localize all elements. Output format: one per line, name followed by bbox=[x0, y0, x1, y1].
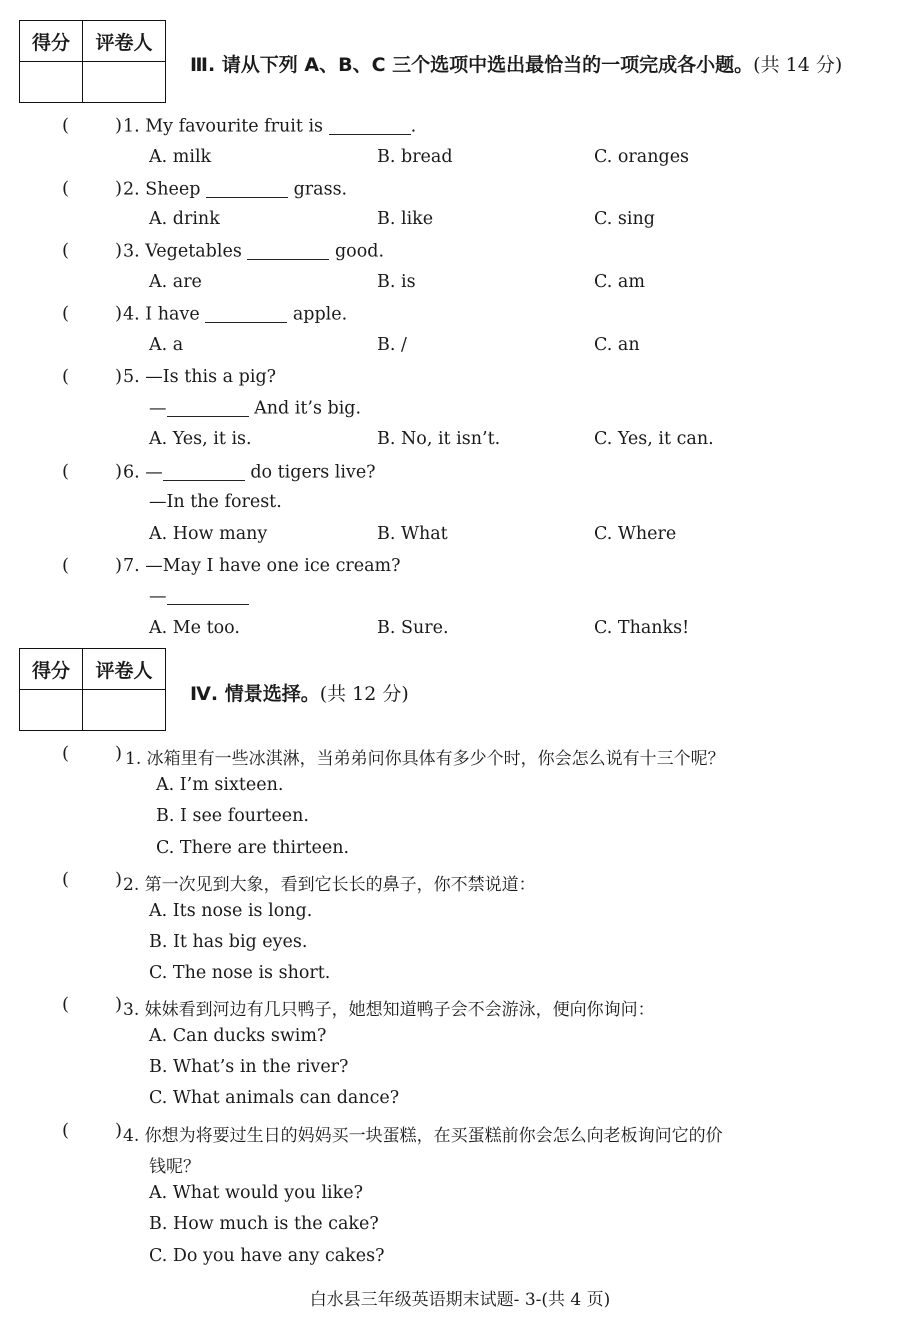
score-field[interactable] bbox=[20, 62, 83, 103]
option-a: A. I’m sixteen. bbox=[156, 775, 284, 795]
answer-blank[interactable] bbox=[205, 304, 287, 323]
grader-field[interactable] bbox=[83, 62, 166, 103]
answer-paren-close: ) bbox=[115, 869, 123, 890]
option-b: B. / bbox=[377, 335, 407, 355]
option-c: C. There are thirteen. bbox=[156, 838, 350, 858]
question-reply-line: — And it’s big. bbox=[149, 398, 362, 419]
option-a: A. a bbox=[149, 335, 184, 355]
answer-paren-open: ( bbox=[62, 366, 70, 387]
answer-blank[interactable] bbox=[329, 116, 411, 135]
option-a: A. Yes, it is. bbox=[149, 429, 252, 449]
grader-label: 评卷人 bbox=[83, 21, 166, 62]
question-stem: 4. 你想为将要过生日的妈妈买一块蛋糕，在买蛋糕前你会怎么向老板询问它的价 bbox=[123, 1126, 723, 1146]
option-c: C. Do you have any cakes? bbox=[149, 1246, 385, 1266]
option-a: A. Me too. bbox=[149, 618, 240, 638]
option-a: A. milk bbox=[149, 147, 212, 167]
section3-points: (共 14 分) bbox=[753, 54, 843, 76]
answer-paren-close: ) bbox=[115, 555, 123, 576]
option-a: A. How many bbox=[149, 524, 268, 544]
score-box-section4 bbox=[19, 648, 166, 731]
option-b: B. No, it isn’t. bbox=[377, 429, 501, 449]
option-b: B. like bbox=[377, 209, 434, 229]
option-a: A. Can ducks swim? bbox=[149, 1026, 327, 1046]
answer-paren-open: ( bbox=[62, 555, 70, 576]
question-stem: 1. 冰箱里有一些冰淇淋，当弟弟问你具体有多少个时，你会怎么说有十三个呢？ bbox=[125, 749, 725, 769]
answer-blank[interactable] bbox=[167, 586, 249, 605]
answer-blank[interactable] bbox=[167, 398, 249, 417]
option-a: A. drink bbox=[149, 209, 220, 229]
option-c: C. oranges bbox=[594, 147, 690, 167]
grader-field[interactable] bbox=[83, 690, 166, 731]
option-b: B. is bbox=[377, 272, 416, 292]
option-a: A. Its nose is long. bbox=[149, 901, 313, 921]
option-b: B. I see fourteen. bbox=[156, 806, 309, 826]
section3-title bbox=[190, 50, 842, 77]
answer-paren-close: ) bbox=[115, 303, 123, 324]
question-stem: 6. — do tigers live? bbox=[123, 462, 376, 483]
answer-blank[interactable] bbox=[206, 179, 288, 198]
question-stem: 2. 第一次见到大象，看到它长长的鼻子，你不禁说道： bbox=[123, 875, 536, 895]
answer-paren-close: ) bbox=[115, 366, 123, 387]
option-b: B. bread bbox=[377, 147, 453, 167]
option-c: C. an bbox=[594, 335, 640, 355]
answer-paren-close: ) bbox=[115, 115, 123, 136]
score-field[interactable] bbox=[20, 690, 83, 731]
option-a: A. are bbox=[149, 272, 202, 292]
option-b: B. How much is the cake? bbox=[149, 1214, 379, 1234]
answer-paren-close: ) bbox=[115, 743, 123, 764]
option-c: C. Yes, it can. bbox=[594, 429, 714, 449]
option-c: C. Where bbox=[594, 524, 677, 544]
grader-label: 评卷人 bbox=[83, 649, 166, 690]
answer-paren-open: ( bbox=[62, 303, 70, 324]
answer-paren-close: ) bbox=[115, 240, 123, 261]
page-footer: 白水县三年级英语期末试题- 3-(共 4 页) bbox=[309, 1290, 611, 1310]
question-stem: 7. —May I have one ice cream? bbox=[123, 556, 401, 576]
option-c: C. am bbox=[594, 272, 645, 292]
question-stem: 4. I have apple. bbox=[123, 304, 348, 325]
option-a: A. What would you like? bbox=[149, 1183, 363, 1203]
answer-paren-open: ( bbox=[62, 1120, 70, 1141]
answer-blank[interactable] bbox=[247, 241, 329, 260]
option-b: B. It has big eyes. bbox=[149, 932, 308, 952]
answer-paren-close: ) bbox=[115, 994, 123, 1015]
answer-paren-close: ) bbox=[115, 461, 123, 482]
answer-paren-open: ( bbox=[62, 994, 70, 1015]
answer-paren-open: ( bbox=[62, 869, 70, 890]
option-c: C. What animals can dance? bbox=[149, 1088, 400, 1108]
answer-paren-open: ( bbox=[62, 743, 70, 764]
answer-paren-open: ( bbox=[62, 115, 70, 136]
option-b: B. What’s in the river? bbox=[149, 1057, 349, 1077]
question-stem: 3. 妹妹看到河边有几只鸭子，她想知道鸭子会不会游泳，便向你询问： bbox=[123, 1000, 655, 1020]
section4-title bbox=[190, 679, 409, 706]
answer-paren-close: ) bbox=[115, 178, 123, 199]
question-stem: 2. Sheep grass. bbox=[123, 179, 348, 200]
question-stem: 3. Vegetables good. bbox=[123, 241, 385, 262]
score-label: 得分 bbox=[20, 21, 83, 62]
section3-title-text: Ⅲ. 请从下列 A、B、C 三个选项中选出最恰当的一项完成各小题。 bbox=[190, 54, 754, 76]
answer-blank[interactable] bbox=[163, 462, 245, 481]
section4-title-text: Ⅳ. 情景选择。 bbox=[190, 683, 320, 705]
question-reply-line: —In the forest. bbox=[149, 492, 282, 512]
answer-paren-open: ( bbox=[62, 178, 70, 199]
answer-paren-open: ( bbox=[62, 461, 70, 482]
score-box-section3 bbox=[19, 20, 166, 103]
question-reply-line: — bbox=[149, 586, 249, 607]
section4-points: (共 12 分) bbox=[319, 683, 409, 705]
option-b: B. What bbox=[377, 524, 448, 544]
question-stem-continued: 钱呢？ bbox=[149, 1157, 200, 1177]
option-c: C. Thanks! bbox=[594, 618, 690, 638]
score-label: 得分 bbox=[20, 649, 83, 690]
option-b: B. Sure. bbox=[377, 618, 449, 638]
option-c: C. sing bbox=[594, 209, 655, 229]
answer-paren-open: ( bbox=[62, 240, 70, 261]
question-stem: 5. —Is this a pig? bbox=[123, 367, 277, 387]
question-stem: 1. My favourite fruit is . bbox=[123, 116, 417, 137]
answer-paren-close: ) bbox=[115, 1120, 123, 1141]
option-c: C. The nose is short. bbox=[149, 963, 331, 983]
